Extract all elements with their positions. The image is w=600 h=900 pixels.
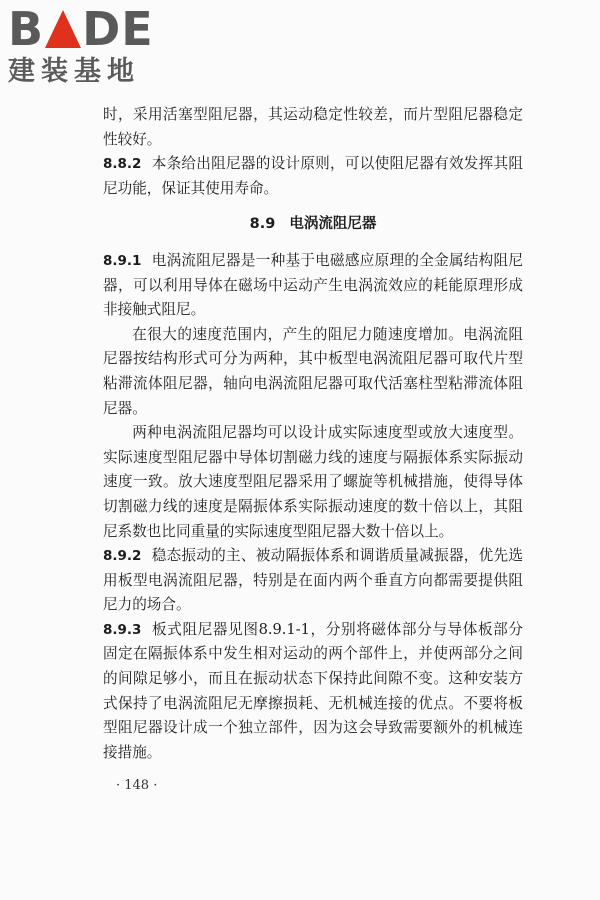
paragraph-two-types: 两种电涡流阻尼器均可以设计成实际速度型或放大速度型。实际速度型阻尼器中导体切割磁力线的速度与隔振体系实际振动速度一致。放大速度型阻尼器采用了螺旋等机械措施，使得导体切割磁力线的速度是隔振体系实际振动速度的数十倍以上，其阻尼系数也比同重量的实际速度型阻尼器大数十倍以上。 <box>103 424 523 540</box>
clause-text: 本条给出阻尼器的设计原则，可以使阻尼器有效发挥其阻尼功能，保证其使用寿命。 <box>103 155 523 197</box>
paragraph-speed-range: 在很大的速度范围内，产生的阻尼力随速度增加。电涡流阻尼器按结构形式可分为两种，其中板型电涡流阻尼器可取代片型粘滞流体阻尼器，轴向电涡流阻尼器可取代活塞柱型粘滞流体阻尼器。 <box>103 325 523 417</box>
paragraph-continued: 时，采用活塞型阻尼器，其运动稳定性较差，而片型阻尼器稳定性较好。 <box>103 106 523 148</box>
clause-number: 8.9.2 <box>103 548 142 565</box>
clause-number: 8.8.2 <box>103 156 142 173</box>
logo-triangle-icon <box>45 10 81 48</box>
clause-text: 稳态振动的主、被动隔振体系和调谐质量减振器，优先选用板型电涡流阻尼器，特别是在面内两个垂直方向都需要提供阻尼力的场合。 <box>103 547 523 614</box>
clause-number: 8.9.3 <box>103 621 142 638</box>
logo-wordmark: B DE <box>8 2 154 56</box>
clause-8-8-2 <box>103 152 523 201</box>
clause-8-9-3 <box>103 618 523 766</box>
clause-8-9-2 <box>103 544 523 618</box>
clause-text: 板式阻尼器见图8.9.1-1，分别将磁体部分与导体板部分固定在隔振体系中发生相对运动的两个部件上，并使两部分之间的间隙足够小，而且在振动状态下保持此间隙不变。这种安装方式保持了电涡流阻尼无摩擦损耗、无机械连接的优点。不要将板型阻尼器设计成一个独立部件，因为这会导致需要额外的机械连接措施。 <box>103 620 523 761</box>
page-content <box>103 103 523 765</box>
clause-text: 电涡流阻尼器是一种基于电磁感应原理的全金属结构阻尼器，可以利用导体在磁场中运动产生电涡流效应的耗能原理形成非接触式阻尼。 <box>103 251 523 319</box>
clause-8-9-1 <box>103 249 523 323</box>
section-heading <box>103 212 523 237</box>
section-number: 8.9 <box>249 216 276 233</box>
logo-subtitle: 建装基地 <box>8 56 140 87</box>
section-title: 电涡流阻尼器 <box>289 216 377 233</box>
logo <box>8 4 178 88</box>
page-number: · 148 · <box>116 778 158 793</box>
clause-number: 8.9.1 <box>103 252 142 269</box>
